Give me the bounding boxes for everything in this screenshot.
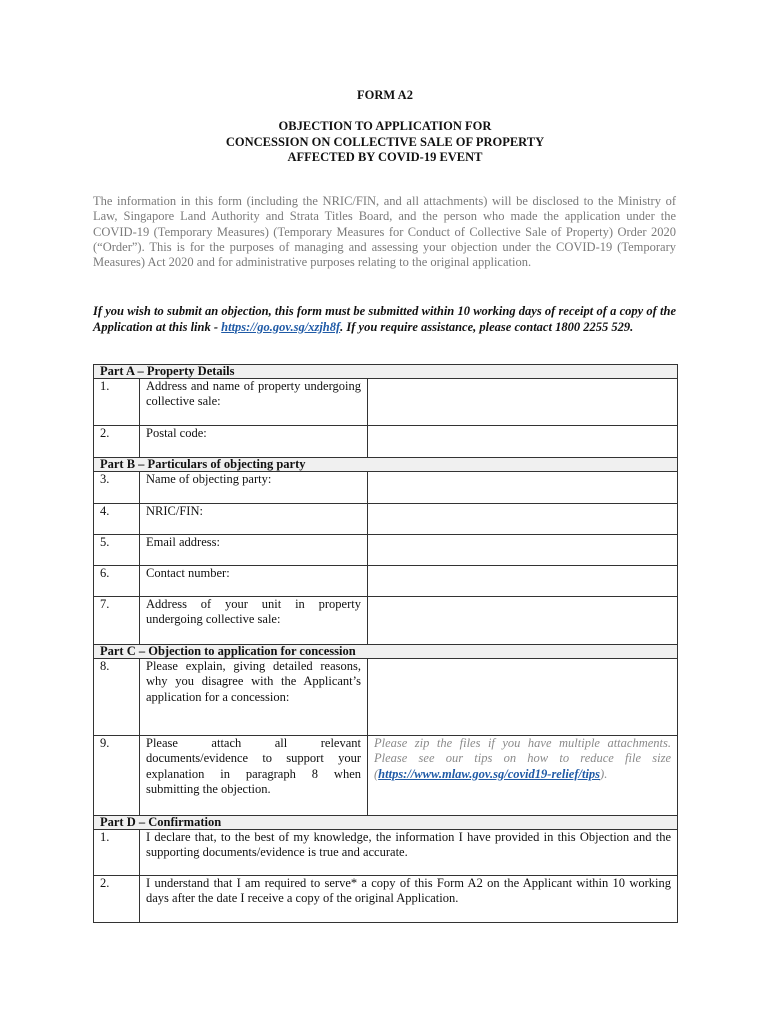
title-line: AFFECTED BY COVID-19 EVENT <box>287 150 483 164</box>
tips-link[interactable]: https://www.mlaw.gov.sg/covid19-relief/tips <box>378 766 601 781</box>
submission-instruction <box>93 304 676 335</box>
attachment-hint-end: ). <box>600 766 608 781</box>
form-row <box>94 597 678 645</box>
form-row <box>94 426 678 458</box>
objecting-party-name-field[interactable] <box>368 472 678 504</box>
form-row <box>94 379 678 426</box>
nric-fin-field[interactable] <box>368 504 678 535</box>
email-address-field[interactable] <box>368 535 678 566</box>
part-title: Part C – Objection to application for concession <box>94 645 678 659</box>
instruction-text: If you wish to submit an objection, this form must be submitted within 10 working days of receipt of a copy of the Application at this link - <box>93 304 676 334</box>
title-line: OBJECTION TO APPLICATION FOR <box>278 119 492 133</box>
application-link[interactable]: https://go.gov.sg/xzjh8f <box>221 319 341 334</box>
item-label: Contact number: <box>140 566 368 597</box>
part-c-header <box>94 645 678 659</box>
form-code: FORM A2 <box>357 88 413 102</box>
form-row <box>94 659 678 736</box>
item-label: NRIC/FIN: <box>140 504 368 535</box>
part-title: Part D – Confirmation <box>94 816 678 830</box>
item-label: Please attach all relevant documents/evidence to support your explanation in paragraph 8 when submitting the objection. <box>140 736 368 816</box>
item-number: 6. <box>94 566 140 597</box>
form-row <box>94 535 678 566</box>
contact-number-field[interactable] <box>368 566 678 597</box>
form-row <box>94 830 678 876</box>
item-number: 7. <box>94 597 140 645</box>
form-row <box>94 736 678 816</box>
objection-form-table <box>93 364 678 923</box>
property-address-field[interactable] <box>368 379 678 426</box>
attachment-hint: Please zip the files if you have multiple attachments. Please see our tips on how to reduce file size ( <box>374 736 671 781</box>
item-number: 9. <box>94 736 140 816</box>
form-row <box>94 504 678 535</box>
service-undertaking-text: I understand that I am required to serve* a copy of this Form A2 on the Applicant within 10 working days after the date I receive a copy of the original Application. <box>140 876 678 923</box>
attachment-field[interactable] <box>368 736 678 816</box>
item-number: 1. <box>94 830 140 876</box>
part-b-header <box>94 458 678 472</box>
form-title <box>0 119 770 166</box>
postal-code-field[interactable] <box>368 426 678 458</box>
unit-address-field[interactable] <box>368 597 678 645</box>
item-number: 5. <box>94 535 140 566</box>
item-number: 4. <box>94 504 140 535</box>
part-d-header <box>94 816 678 830</box>
item-number: 8. <box>94 659 140 736</box>
item-number: 1. <box>94 379 140 426</box>
form-row <box>94 472 678 504</box>
item-number: 2. <box>94 426 140 458</box>
instruction-contact: . If you require assistance, please contact 1800 2255 529. <box>340 319 634 334</box>
form-row <box>94 566 678 597</box>
item-label: Name of objecting party: <box>140 472 368 504</box>
part-title: Part B – Particulars of objecting party <box>94 458 678 472</box>
item-label: Postal code: <box>140 426 368 458</box>
part-a-header <box>94 365 678 379</box>
objection-reasons-field[interactable] <box>368 659 678 736</box>
title-line: CONCESSION ON COLLECTIVE SALE OF PROPERTY <box>225 134 545 149</box>
item-label: Address of your unit in property undergoing collective sale: <box>140 597 368 645</box>
item-label: Email address: <box>140 535 368 566</box>
item-number: 3. <box>94 472 140 504</box>
disclosure-notice: The information in this form (including the NRIC/FIN, and all attachments) will be disclosed to the Ministry of Law, Singapore Land Authority and Strata Titles Board, and the person who made the application under the COVID-19 (Temporary Measures) (Temporary Measures for Conduct of Collective Sale of Property) Order 2020 (“Order”). This is for the purposes of managing and assessing your objection under the COVID-19 (Temporary Measures) Act 2020 and for administrative purposes relating to the original application. <box>93 194 676 270</box>
part-title: Part A – Property Details <box>94 365 678 379</box>
item-label: Address and name of property undergoing collective sale: <box>140 379 368 426</box>
item-label: Please explain, giving detailed reasons, why you disagree with the Applicant’s application for a concession: <box>140 659 368 736</box>
item-number: 2. <box>94 876 140 923</box>
declaration-text: I declare that, to the best of my knowledge, the information I have provided in this Objection and the supporting documents/evidence is true and accurate. <box>140 830 678 876</box>
form-row <box>94 876 678 923</box>
